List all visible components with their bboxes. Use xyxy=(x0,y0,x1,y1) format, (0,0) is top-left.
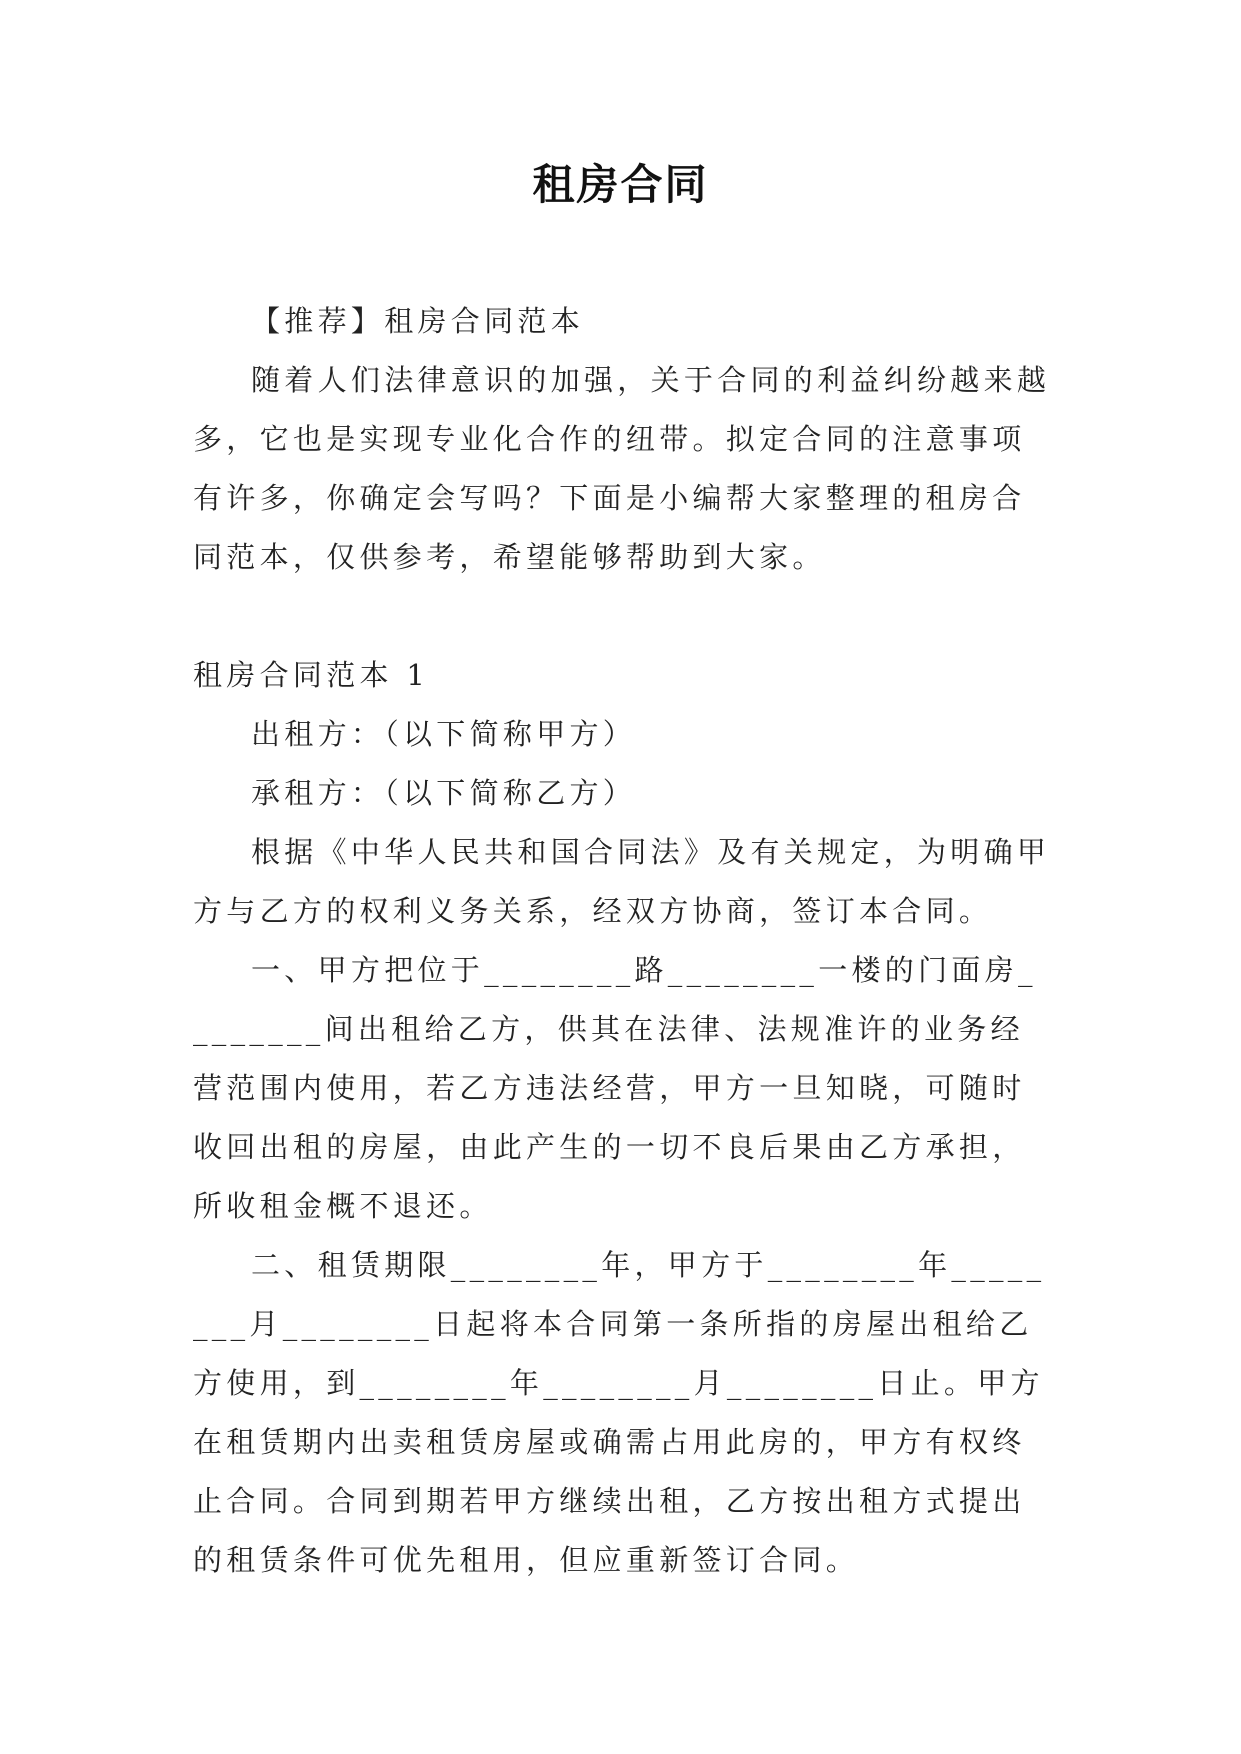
clause-2-paragraph: 二、租赁期限________年，甲方于________年________月________日起将本合同第一条所指的房屋出租给乙方使用，到________年________月________日止。甲方在租赁期内出卖租赁房屋或确需占用此房的，甲方有权终止合同。合同到期若甲方继续出租，乙方按出租方式提出的租赁条件可优先租用，但应重新签订合同。 xyxy=(193,1248,1046,1577)
clause-1-paragraph: 一、甲方把位于________路________一楼的门面房________间出租给乙方，供其在法律、法规准许的业务经营范围内使用，若乙方违法经营，甲方一旦知晓，可随时收回出租的房屋，由此产生的一切不良后果由乙方承担，所收租金概不退还。 xyxy=(193,953,1037,1223)
document-body xyxy=(193,292,1055,1590)
section-heading: 租房合同范本 1 xyxy=(193,658,430,692)
lessor-line: 出租方：（以下简称甲方） xyxy=(251,717,637,751)
intro-heading: 【推荐】租房合同范本 xyxy=(251,304,585,338)
lessee-line: 承租方：（以下简称乙方） xyxy=(251,776,637,810)
intro-paragraph: 随着人们法律意识的加强，关于合同的利益纠纷越来越多，它也是实现专业化合作的纽带。拟定合同的注意事项有许多，你确定会写吗？下面是小编帮大家整理的租房合同范本，仅供参考，希望能够帮助到大家。 xyxy=(193,363,1051,574)
document-title: 租房合同 xyxy=(532,160,709,209)
section-spacer xyxy=(193,587,1055,646)
preamble-paragraph: 根据《中华人民共和国合同法》及有关规定，为明确甲方与乙方的权利义务关系，经双方协商，签订本合同。 xyxy=(193,835,1051,928)
